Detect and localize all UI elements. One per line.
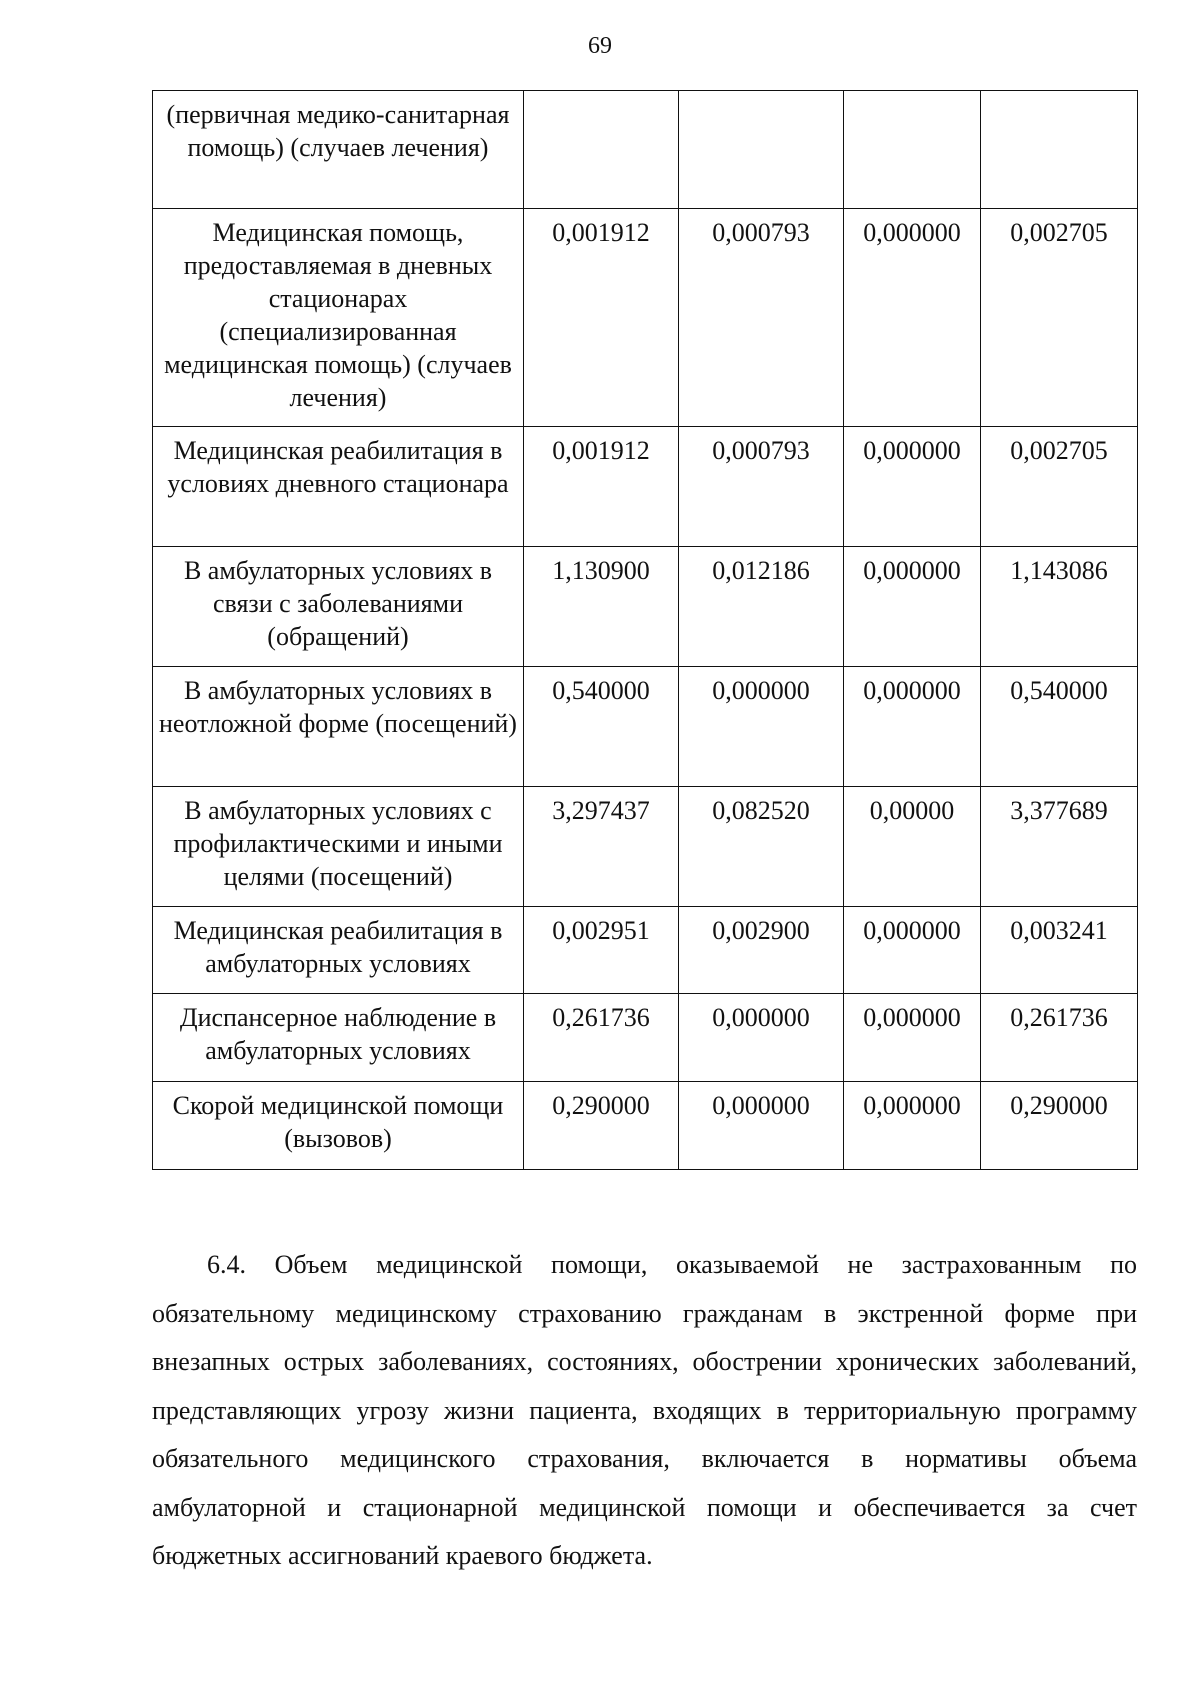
row-label: Диспансерное наблюдение в амбулаторных условиях xyxy=(153,994,524,1082)
row-label: Медицинская помощь, предоставляемая в дневных стационарах (специализированная медицинская помощь) (случаев лечения) xyxy=(153,209,524,427)
value-cell: 0,001912 xyxy=(524,209,679,427)
row-label: В амбулаторных условиях в связи с заболеваниями (обращений) xyxy=(153,547,524,667)
table-row xyxy=(153,427,1138,547)
value-cell: 0,012186 xyxy=(679,547,844,667)
value-cell: 0,002705 xyxy=(981,427,1138,547)
row-label: В амбулаторных условиях с профилактическими и иными целями (посещений) xyxy=(153,787,524,907)
value-cell: 0,290000 xyxy=(981,1082,1138,1170)
value-cell: 0,002900 xyxy=(679,907,844,994)
value-cell: 0,000000 xyxy=(679,994,844,1082)
value-cell: 0,003241 xyxy=(981,907,1138,994)
row-label: Скорой медицинской помощи (вызовов) xyxy=(153,1082,524,1170)
table-row xyxy=(153,787,1138,907)
value-cell: 0,000000 xyxy=(679,1082,844,1170)
value-cell: 0,261736 xyxy=(981,994,1138,1082)
table-row xyxy=(153,907,1138,994)
table-row xyxy=(153,994,1138,1082)
value-cell xyxy=(679,91,844,209)
value-cell: 0,000000 xyxy=(844,547,981,667)
table-row xyxy=(153,547,1138,667)
value-cell: 0,000000 xyxy=(679,667,844,787)
row-label: Медицинская реабилитация в условиях дневного стационара xyxy=(153,427,524,547)
row-label: В амбулаторных условиях в неотложной форме (посещений) xyxy=(153,667,524,787)
value-cell: 0,001912 xyxy=(524,427,679,547)
value-cell: 0,082520 xyxy=(679,787,844,907)
value-cell: 0,000793 xyxy=(679,427,844,547)
value-cell: 0,00000 xyxy=(844,787,981,907)
value-cell xyxy=(524,91,679,209)
volume-table xyxy=(152,90,1138,1170)
value-cell: 0,000000 xyxy=(844,667,981,787)
value-cell: 0,002705 xyxy=(981,209,1138,427)
table-row xyxy=(153,209,1138,427)
table-row xyxy=(153,667,1138,787)
page-number: 69 xyxy=(588,33,612,59)
body-paragraph: 6.4. Объем медицинской помощи, оказываемой не застрахованным по обязательному медицинскому страхованию гражданам в экстренной форме при внезапных острых заболеваниях, состояниях, обострении хронических заболеваний, представляющих угрозу жизни пациента, входящих в территориальную программу обязательного медицинского страхования, включается в нормативы объема амбулаторной и стационарной медицинской помощи и обеспечивается за счет бюджетных ассигнований краевого бюджета. xyxy=(152,1250,1137,1570)
value-cell: 1,143086 xyxy=(981,547,1138,667)
value-cell: 3,377689 xyxy=(981,787,1138,907)
table-row xyxy=(153,91,1138,209)
row-label: Медицинская реабилитация в амбулаторных условиях xyxy=(153,907,524,994)
table-row xyxy=(153,1082,1138,1170)
value-cell xyxy=(981,91,1138,209)
row-label: (первичная медико-санитарная помощь) (случаев лечения) xyxy=(153,91,524,209)
value-cell: 0,540000 xyxy=(524,667,679,787)
value-cell: 0,000793 xyxy=(679,209,844,427)
value-cell: 0,000000 xyxy=(844,994,981,1082)
value-cell: 0,540000 xyxy=(981,667,1138,787)
value-cell xyxy=(844,91,981,209)
value-cell: 0,261736 xyxy=(524,994,679,1082)
value-cell: 0,002951 xyxy=(524,907,679,994)
volume-table-container xyxy=(152,90,1138,1170)
value-cell: 0,000000 xyxy=(844,907,981,994)
value-cell: 0,000000 xyxy=(844,1082,981,1170)
value-cell: 1,130900 xyxy=(524,547,679,667)
value-cell: 0,290000 xyxy=(524,1082,679,1170)
value-cell: 3,297437 xyxy=(524,787,679,907)
value-cell: 0,000000 xyxy=(844,427,981,547)
value-cell: 0,000000 xyxy=(844,209,981,427)
